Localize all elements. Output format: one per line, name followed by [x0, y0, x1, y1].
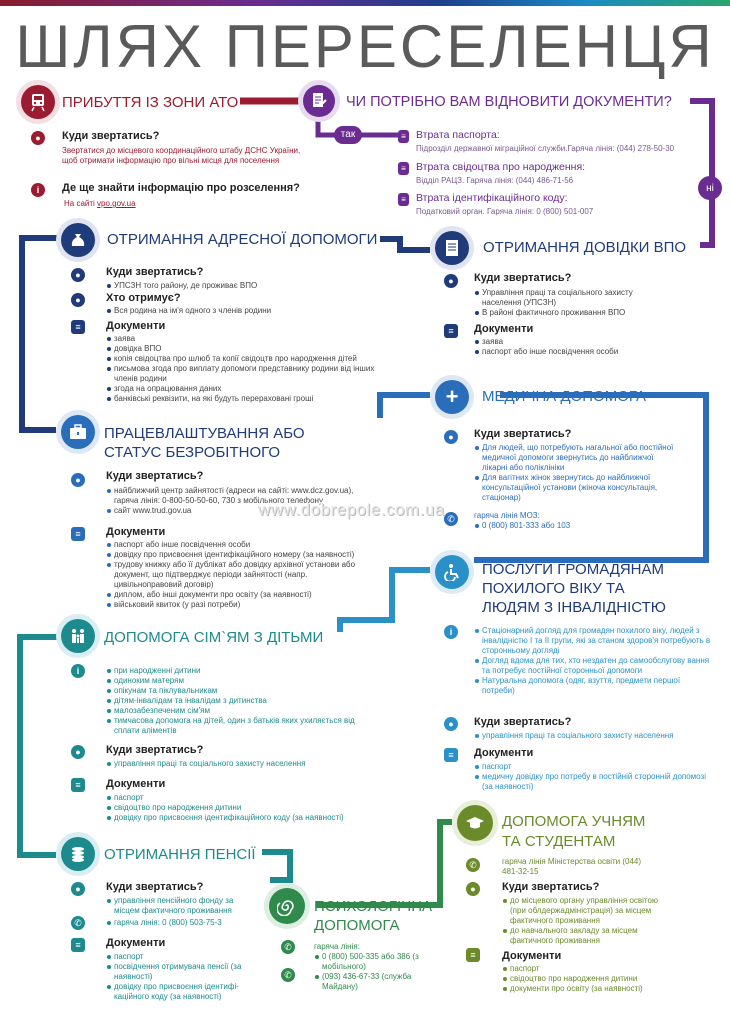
list-item: Стаціонарний догляд для громадян похилого віку, людей з інвалідністю І та ІІ групи, які за станом здоров'я потребують в сторонньому догляді [474, 626, 714, 656]
arrival-where-question: Куди звертатись? [62, 130, 160, 142]
pension-where-question: Куди звертатись? [106, 881, 204, 893]
employment-title-line1: ПРАЦЕВЛАШТУВАННЯ АБО [104, 425, 305, 442]
watermark: www.dobrepole.com.ua [258, 500, 445, 519]
connector-employment-medical [380, 395, 430, 418]
list-item: заява [106, 334, 376, 344]
location-pin-icon: ● [71, 745, 85, 759]
location-pin-icon: ● [71, 473, 85, 487]
list-item: документи про освіту (за наявності) [502, 984, 682, 994]
elderly-where-question: Куди звертатись? [474, 716, 572, 728]
psych-icon-circle [264, 883, 310, 929]
list-item: Натуральна допомога (одяг, взуття, предмети першої потреби) [474, 676, 714, 696]
arrival-info-question: Де ще знайти інформацію про розселення? [62, 182, 300, 194]
employment-icon-circle [56, 410, 100, 454]
arrival-title: ПРИБУТТЯ ІЗ ЗОНИ АТО [62, 94, 239, 111]
list-item: посвідчення отримувача пенсії (за наявності) [106, 962, 256, 982]
document-icon: ≡ [466, 948, 480, 962]
list-item: гаряча лінія: 0 (800) 503-75-3 [106, 918, 256, 928]
list-item: до місцевого органу управління освітою (при облдержадміністрація) за місцем фактичного проживання [502, 896, 662, 926]
employment-docs-question: Документи [106, 526, 166, 538]
students-where-list [502, 896, 662, 946]
address-aid-docs-list [106, 334, 376, 404]
document-icon: ≡ [444, 324, 458, 338]
document-icon: ≡ [71, 778, 85, 792]
no-badge: ні [698, 176, 722, 200]
employment-where-question: Куди звертатись? [106, 470, 204, 482]
family-icon-circle [56, 614, 100, 658]
documents-title: ЧИ ПОТРІБНО ВАМ ВІДНОВИТИ ДОКУМЕНТИ? [346, 94, 672, 110]
connector-pension-psych [262, 852, 290, 880]
connector-vpo-address [380, 239, 430, 250]
connector-psych-students [316, 822, 452, 905]
phone-icon: ✆ [281, 940, 295, 954]
elderly-title-line1: ПОСЛУГИ ГРОМАДЯНАМ [482, 561, 665, 578]
family-title: ДОПОМОГА СІМ`ЯМ З ДІТЬМИ [104, 629, 324, 646]
pension-hotline-list [106, 918, 256, 928]
list-item: Управління праці та соціального захисту населення (УПСЗН) [474, 288, 674, 308]
elderly-docs-list [474, 762, 714, 792]
list-item: управління праці та соціального захисту населення [474, 731, 714, 741]
lost-document-title: Втрата паспорта: [416, 129, 500, 141]
document-icon: ≡ [398, 162, 409, 175]
info-icon: i [444, 625, 458, 639]
students-where-question: Куди звертатись? [502, 881, 600, 893]
students-docs-list [502, 964, 682, 994]
psych-hotline-label: гаряча лінія: [314, 942, 360, 951]
list-item: 0 (800) 500-335 або 386 (з мобільного) [314, 952, 424, 972]
wheelchair-icon [435, 555, 469, 589]
address-aid-who-question: Хто отримує? [106, 292, 181, 304]
arrival-info-text [64, 199, 136, 209]
list-item: паспорт або інше посвідчення особи [474, 347, 674, 357]
document-icon: ≡ [71, 320, 85, 334]
page-title: ШЛЯХ ПЕРЕСЕЛЕНЦЯ [15, 13, 715, 80]
arrival-where-text: Звертатися до місцевого координаційного штабу ДСНС України, щоб отримати інформацію про вільні місця для поселення [62, 146, 301, 165]
document-icon: ≡ [398, 193, 409, 206]
lost-document-contact: Підрозділ державної міграційної служби.Гаряча лінія: (044) 278-50-30 [416, 144, 675, 153]
documents-icon-circle [298, 80, 340, 122]
connector-no [690, 101, 712, 245]
list-item: заява [474, 337, 674, 347]
list-item: довідка ВПО [106, 344, 376, 354]
employment-title-line2: СТАТУС БЕЗРОБІТНОГО [104, 444, 281, 461]
list-item: сайт www.trud.gov.ua [106, 506, 376, 516]
list-item: УПСЗН того району, де проживає ВПО [106, 281, 366, 291]
lost-document-contact: Податковий орган. Гаряча лінія: 0 (800) 501-007 [416, 207, 594, 216]
list-item: довідку про присвоєння ідентифікаційного коду (за наявності) [106, 813, 376, 823]
elderly-title-line3: ЛЮДЯМ З ІНВАЛІДНІСТЮ [482, 599, 666, 616]
document-icon: ≡ [71, 938, 85, 952]
list-item: трудову книжку або її дублікат або довідку архівної установи або документ, що підтверджує періоди зайнятості (напр. цивільноправовий договір) [106, 560, 376, 590]
list-item: дітям-інвалідам та інвалідам з дитинства [106, 696, 376, 706]
vpo-cert-docs-question: Документи [474, 323, 534, 335]
medical-where-question: Куди звертатись? [474, 428, 572, 440]
list-item: опікунам та піклувальникам [106, 686, 376, 696]
list-item: управління пенсійного фонду за місцем фактичного проживання [106, 896, 256, 916]
certificate-icon [435, 231, 469, 265]
list-item: найближчий центр зайнятості (адреси на сайті: www.dcz.gov.ua), гаряча лінія: 0-800-50-50-60, 730 з мобільного телефону [106, 486, 376, 506]
students-title-line2: ТА СТУДЕНТАМ [502, 833, 616, 850]
document-icon: ≡ [398, 130, 409, 143]
address-aid-icon-circle [56, 218, 100, 262]
psych-title-line1: ПСИХОЛОГІЧНА [314, 898, 433, 915]
address-aid-where-question: Куди звертатись? [106, 266, 204, 278]
vpo-site-link[interactable]: vpo.gov.ua [97, 199, 136, 208]
students-docs-question: Документи [502, 950, 562, 962]
family-info-list [106, 666, 376, 736]
list-item: 0 (800) 801-333 або 103 [474, 521, 674, 531]
medical-hotline-label: гаряча лінія МОЗ: [474, 511, 540, 520]
medical-title: МЕДИЧНА ДОПОМОГА [482, 388, 647, 405]
arrival-icon-circle [16, 80, 60, 124]
briefcase-icon [61, 415, 95, 449]
list-item: свідоцтво про народження дитини [502, 974, 682, 984]
list-item: малозабезпеченим сім'ям [106, 706, 376, 716]
money-bag-icon [61, 223, 95, 257]
list-item: Для людей, що потребують нагальної або постійної медичної допомоги звернутись до найближчої лікарні або поліклініки [474, 443, 674, 473]
location-pin-icon: ● [71, 882, 85, 896]
address-aid-title: ОТРИМАННЯ АДРЕСНОЇ ДОПОМОГИ [107, 231, 378, 248]
students-icon-circle [452, 800, 498, 846]
family-icon [61, 619, 95, 653]
family-docs-question: Документи [106, 778, 166, 790]
elderly-where-list [474, 731, 714, 741]
elderly-info-list [474, 626, 714, 696]
list-item: військовий квиток (у разі потреби) [106, 600, 376, 610]
employment-docs-list [106, 540, 376, 610]
medical-hotline-list [474, 521, 674, 531]
phone-icon: ✆ [281, 968, 295, 982]
medical-icon-circle [430, 375, 474, 419]
list-item: довідку про присвоєння ідентифі-каційного коду (за наявності) [106, 982, 256, 1002]
location-pin-icon: ● [71, 268, 85, 282]
document-icon: ≡ [71, 527, 85, 541]
list-item: довідку про присвоєння ідентифікаційного номеру (за наявності) [106, 550, 376, 560]
document-edit-icon [303, 85, 335, 117]
info-icon: i [71, 664, 85, 678]
location-pin-icon: ● [31, 131, 45, 145]
list-item: паспорт [106, 793, 376, 803]
vpo-cert-where-question: Куди звертатись? [474, 272, 572, 284]
pension-icon-circle [56, 832, 100, 876]
connector-family-pension [20, 637, 58, 855]
document-icon: ≡ [444, 748, 458, 762]
psych-hotline-list [314, 952, 424, 992]
list-item: одиноким матерям [106, 676, 376, 686]
lost-document-title: Втрата свідоцтва про народження: [416, 161, 586, 173]
list-item: банківські реквізити, на які будуть перераховані гроші [106, 394, 376, 404]
elderly-icon-circle [430, 550, 474, 594]
list-item: Вся родина на ім'я одного з членів родини [106, 306, 366, 316]
info-icon: i [31, 183, 45, 197]
list-item: паспорт [106, 952, 256, 962]
coins-icon [61, 837, 95, 871]
list-item: письмова згода про виплату допомоги представнику родини від інших членів родини [106, 364, 376, 384]
lost-document-title: Втрата ідентифікаційного коду: [416, 192, 568, 204]
list-item: при народженні дитини [106, 666, 376, 676]
address-aid-docs-question: Документи [106, 320, 166, 332]
spiral-icon [269, 888, 305, 924]
list-item: Догляд вдома для тих, хто нездатен до самообслугову вання та потребує постійної сторонньої допомоги [474, 656, 714, 676]
pension-docs-question: Документи [106, 937, 166, 949]
list-item: В районі фактичного проживання ВПО [474, 308, 674, 318]
list-item: паспорт [502, 964, 682, 974]
elderly-title-line2: ПОХИЛОГО ВІКУ ТА [482, 580, 625, 597]
list-item: згода на опрацювання даних [106, 384, 376, 394]
phone-icon: ✆ [444, 512, 458, 526]
arrival-info-prefix: На сайті [64, 199, 98, 208]
list-item: тимчасова допомога на дітей, один з батьків яких ухиляється від сплати аліментів [106, 716, 376, 736]
location-pin-icon: ● [444, 274, 458, 288]
list-item: (093) 436-67-33 (служба Майдану) [314, 972, 424, 992]
list-item: копія свідоцтва про шлюб та копії свідоцтв про народження дітей [106, 354, 376, 364]
location-pin-icon: ● [444, 430, 458, 444]
vpo-cert-icon-circle [430, 226, 474, 270]
address-aid-who-list [106, 306, 366, 316]
family-docs-list [106, 793, 376, 823]
lost-document-contact: Відділ РАЦЗ. Гаряча лінія: (044) 486-71-56 [416, 176, 574, 185]
list-item: управління праці та соціального захисту населення [106, 759, 376, 769]
phone-icon: ✆ [466, 858, 480, 872]
students-hotline-text: гаряча лінія Міністерства освіти (044) 481-32-15 [502, 857, 642, 876]
vpo-cert-title: ОТРИМАННЯ ДОВІДКИ ВПО [483, 239, 687, 256]
list-item: медичну довідку про потребу в постійній сторонній допомозі (за наявності) [474, 772, 714, 792]
graduation-cap-icon [457, 805, 493, 841]
pension-where-list [106, 896, 256, 916]
person-icon: ● [71, 293, 85, 307]
psych-title-line2: ДОПОМОГА [314, 917, 400, 934]
phone-icon: ✆ [71, 916, 85, 930]
address-aid-where-list [106, 281, 366, 291]
train-icon [21, 85, 55, 119]
list-item: диплом, або інші документи про освіту (за наявності) [106, 590, 376, 600]
list-item: свідоцтво про народження дитини [106, 803, 376, 813]
students-title-line1: ДОПОМОГА УЧНЯМ [502, 813, 646, 830]
list-item: паспорт або інше посвідчення особи [106, 540, 376, 550]
family-where-list [106, 759, 376, 769]
medical-cross-icon: + [435, 380, 469, 414]
elderly-docs-question: Документи [474, 747, 534, 759]
pension-docs-list [106, 952, 256, 1002]
pension-title: ОТРИМАННЯ ПЕНСІЇ [104, 846, 256, 863]
list-item: Для вагітних жінок звернутись до найближчої консультаційної установи (жіноча консультація, стаціонар) [474, 473, 674, 503]
list-item: паспорт [474, 762, 714, 772]
location-pin-icon: ● [444, 717, 458, 731]
location-pin-icon: ● [466, 882, 480, 896]
yes-badge: так [334, 126, 362, 144]
connector-address-employment [22, 238, 60, 430]
family-where-question: Куди звертатись? [106, 744, 204, 756]
vpo-cert-docs-list [474, 337, 674, 357]
list-item: до навчального закладу за місцем фактичного проживання [502, 926, 662, 946]
vpo-cert-where-list [474, 288, 674, 318]
medical-where-list [474, 443, 674, 503]
